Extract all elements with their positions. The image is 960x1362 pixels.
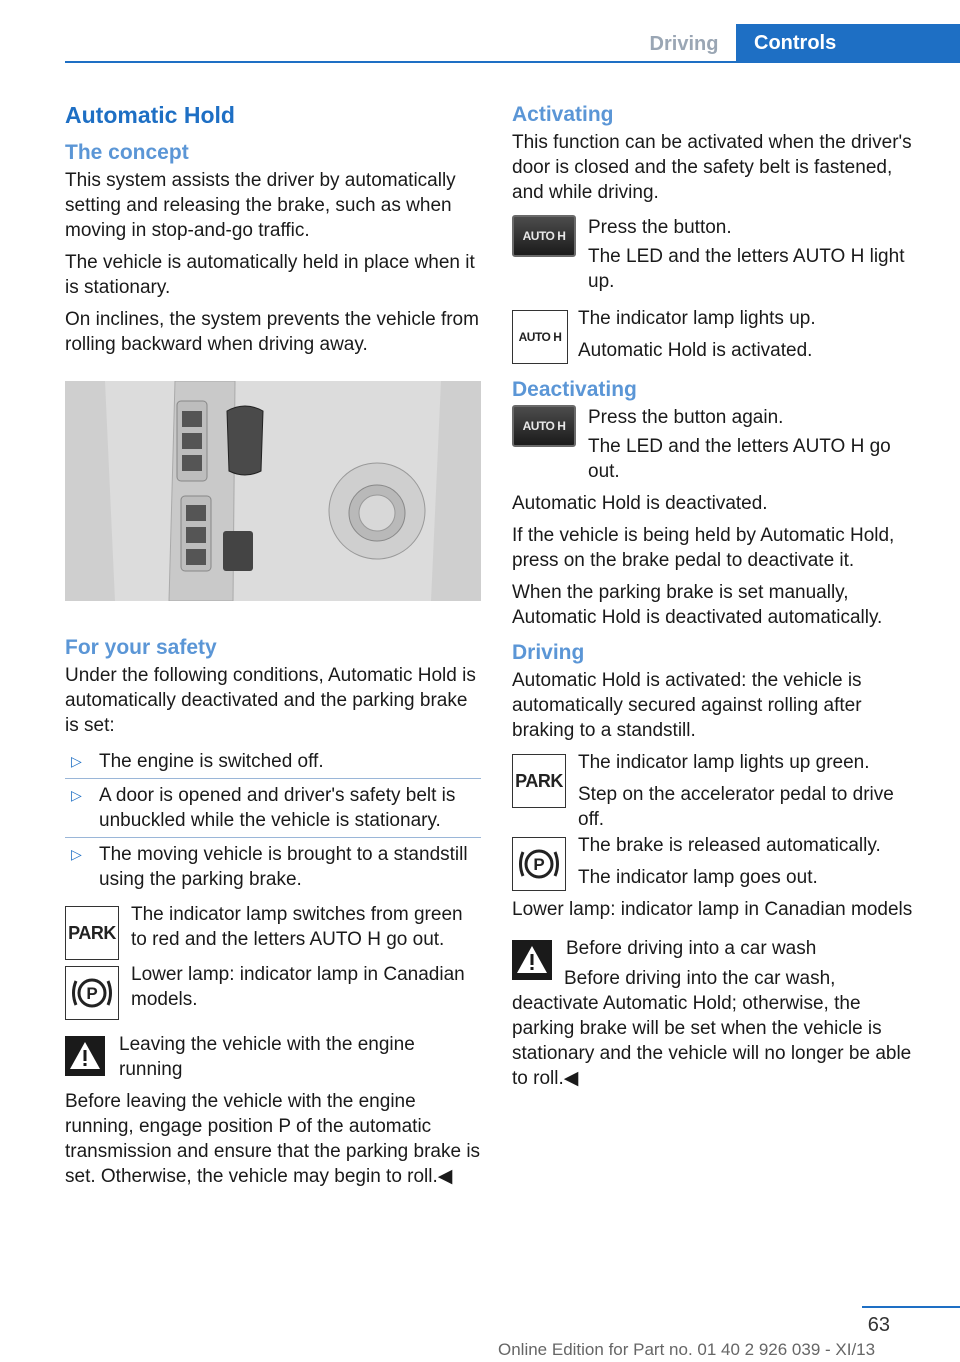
tab-controls[interactable]: Controls	[736, 24, 960, 62]
concept-paragraph-1: This system assists the driver by automatically setting and releasing the brake, such as when moving in stop-and-go traffic.	[65, 170, 456, 241]
indicator-lights-up-text: The indicator lamp lights up.	[578, 308, 816, 329]
lower-lamp-text: Lower lamp: indicator lamp in Canadian models	[512, 899, 913, 920]
press-button-text: Press the button.	[588, 217, 732, 238]
p-lamp-row	[65, 962, 481, 1018]
autoh-button-row-1	[512, 215, 924, 294]
edition-footer: Online Edition for Part no. 01 40 2 926 039 - XI/13	[498, 1340, 876, 1359]
warning-title: Leaving the vehicle with the engine running	[119, 1034, 415, 1080]
concept-paragraph-3: On inclines, the system prevents the vehicle from rolling backward when driving away.	[65, 309, 479, 355]
deactivated-text: Automatic Hold is deactivated.	[512, 493, 768, 514]
warning-triangle-icon	[512, 940, 552, 980]
tab-driving[interactable]: Driving	[649, 32, 719, 55]
carwash-title: Before driving into a car wash	[566, 938, 817, 959]
deactivating-heading: Deactivating	[512, 378, 637, 401]
safety-heading: For your safety	[65, 636, 217, 659]
park-lamp-row	[65, 902, 481, 958]
left-column	[65, 100, 481, 1196]
p-lamp-text: Lower lamp: indicator lamp in Canadian models.	[131, 964, 465, 1010]
list-item: ▷ The engine is switched off.	[65, 745, 481, 779]
driving-heading: Driving	[512, 641, 585, 664]
list-item: ▷ A door is opened and driver's safety belt is unbuckled while the vehicle is stationary.	[65, 779, 481, 838]
p-lamp-row-right	[512, 833, 924, 890]
list-item: ▷ The moving vehicle is brought to a standstill using the parking brake.	[71, 844, 468, 890]
carwash-text: Before driving into the car wash, deactivate Automatic Hold; otherwise, the parking brake will be set when the vehicle is stationary and the vehicle will no longer be able to roll.◀	[512, 968, 912, 1089]
auto-h-indicator-icon: AUTO H	[512, 310, 568, 364]
section-title: Automatic Hold	[65, 102, 235, 128]
park-lamp-text: The indicator lamp switches from green to red and the letters AUTO H go out.	[131, 904, 463, 950]
warning-triangle-icon	[65, 1036, 105, 1076]
page-number: 63	[867, 1314, 890, 1336]
park-lamp-row-right	[512, 750, 924, 832]
svg-text:P: P	[86, 984, 98, 1003]
auto-h-button-icon: AUTO H	[512, 215, 576, 257]
autoh-lamp-row	[512, 306, 924, 363]
led-go-out-text: The LED and the letters AUTO H go out.	[588, 436, 891, 482]
triangle-bullet-icon: ▷	[71, 846, 82, 862]
parking-brake-p-icon	[65, 966, 119, 1020]
activating-heading: Activating	[512, 103, 614, 126]
footer-rule	[862, 1306, 960, 1308]
warning-engine-running	[65, 1032, 481, 1082]
driving-paragraph: Automatic Hold is activated: the vehicle is automatically secured against rolling after braking to a standstill.	[512, 670, 862, 741]
warning-car-wash	[512, 936, 924, 982]
step-on-text: Step on the accelerator pedal to drive off.	[578, 784, 894, 830]
brake-released-text: The brake is released automatically.	[578, 835, 881, 856]
press-again-text: Press the button again.	[588, 407, 784, 428]
parking-brake-p-icon	[512, 837, 566, 891]
right-column	[512, 100, 924, 1098]
led-light-up-text: The LED and the letters AUTO H light up.	[588, 246, 905, 292]
lamp-goes-out-text: The indicator lamp goes out.	[578, 867, 818, 888]
auto-h-button-icon: AUTO H	[512, 405, 576, 447]
parking-brake-paragraph: When the parking brake is set manually, Automatic Hold is deactivated automatically.	[512, 582, 883, 628]
held-paragraph: If the vehicle is being held by Automatic Hold, press on the brake pedal to deactivate it.	[512, 525, 895, 571]
activating-paragraph: This function can be activated when the driver's door is closed and the safety belt is fastened, and while driving.	[512, 132, 912, 203]
concept-heading: The concept	[65, 141, 189, 164]
activated-text: Automatic Hold is activated.	[578, 340, 813, 361]
center-console-photo	[65, 381, 481, 601]
warning-text: Before leaving the vehicle with the engine running, engage position P of the automatic transmission and ensure that the parking brake is set. Otherwise, the vehicle may begin to roll.◀	[65, 1091, 481, 1187]
triangle-bullet-icon: ▷	[71, 753, 82, 769]
lights-up-green-text: The indicator lamp lights up green.	[578, 752, 870, 773]
triangle-bullet-icon: ▷	[71, 787, 82, 803]
park-indicator-icon: PARK	[512, 754, 566, 808]
svg-text:P: P	[533, 855, 545, 874]
park-indicator-icon: PARK	[65, 906, 119, 960]
safety-intro: Under the following conditions, Automatic Hold is automatically deactivated and the parking brake is set:	[65, 665, 476, 736]
autoh-button-row-2	[512, 405, 924, 484]
safety-conditions-list	[65, 745, 481, 896]
concept-paragraph-2: The vehicle is automatically held in place when it is stationary.	[65, 252, 475, 298]
